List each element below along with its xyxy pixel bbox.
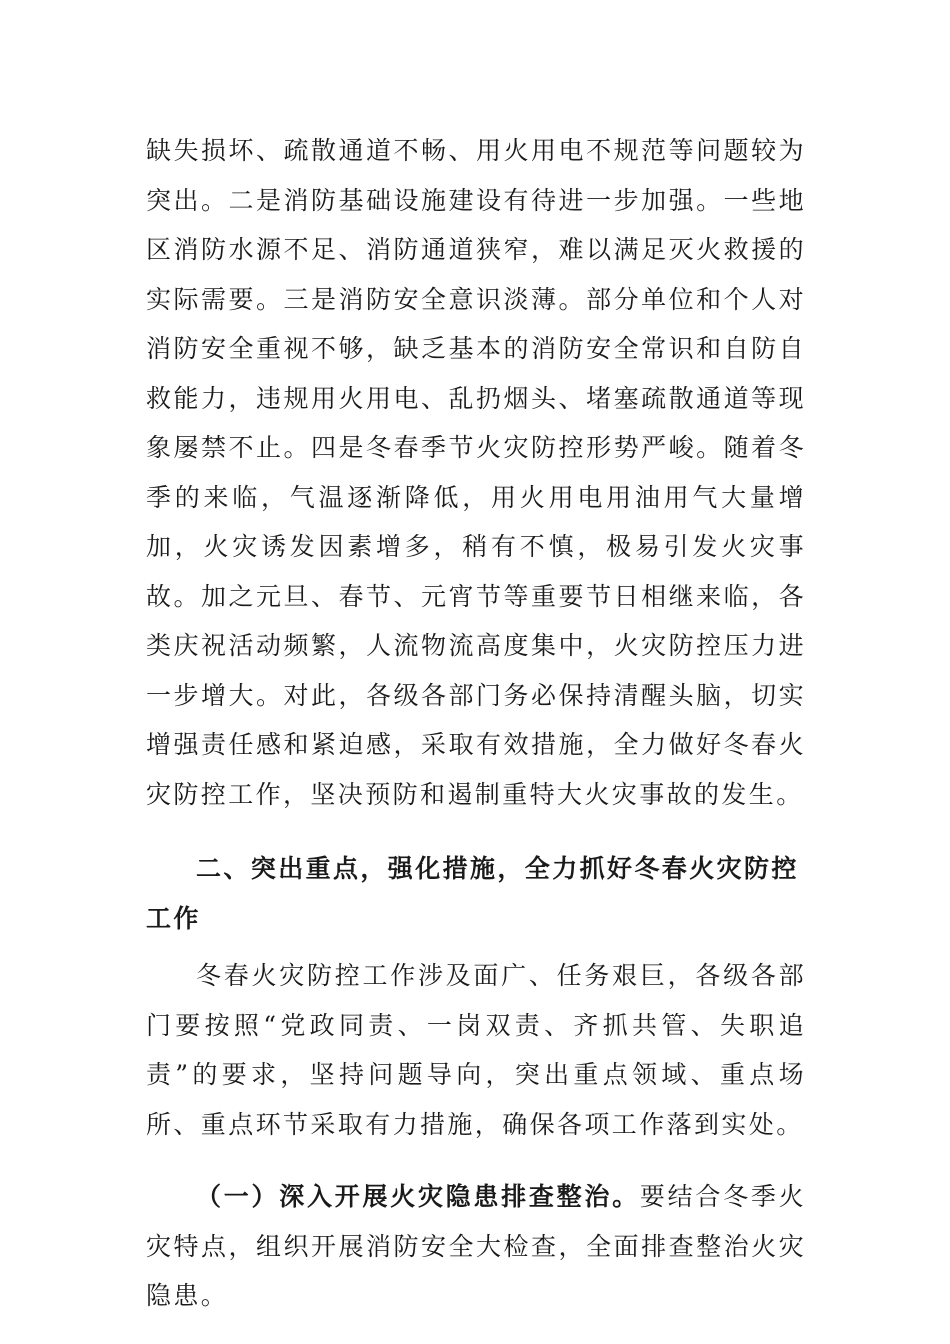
subsection-body-text: 要结合冬季火灾特点，组织开展消防安全大检查，全面排查整治火灾隐患。 [146, 1182, 807, 1310]
body-paragraph-section-intro: 冬春火灾防控工作涉及面广、任务艰巨，各级各部门要按照“党政同责、一岗双责、齐抓共管、失职追责”的要求，坚持问题导向，突出重点领域、重点场所、重点环节采取有力措施，确保各项工作落到实处。 [146, 961, 806, 1139]
subsection-lead-title: （一）深入开展火灾隐患排查整治。 [196, 1182, 640, 1211]
subsection-paragraph [146, 1172, 806, 1321]
body-paragraph-continued: 缺失损坏、疏散通道不畅、用火用电不规范等问题较为突出。二是消防基础设施建设有待进一步加强。一些地区消防水源不足、消防通道狭窄，难以满足灭火救援的实际需要。三是消防安全意识淡薄。部分单位和个人对消防安全重视不够，缺乏基本的消防安全常识和自防自救能力，违规用火用电、乱扔烟头、堵塞疏散通道等现象屡禁不止。四是冬春季节火灾防控形势严峻。随着冬季的来临，气温逐渐降低，用火用电用油用气大量增加，火灾诱发因素增多，稍有不慎，极易引发火灾事故。加之元旦、春节、元宵节等重要节日相继来临，各类庆祝活动频繁，人流物流高度集中，火灾防控压力进一步增大。对此，各级各部门务必保持清醒头脑，切实增强责任感和紧迫感，采取有效措施，全力做好冬春火灾防控工作，坚决预防和遏制重特大火灾事故的发生。 [146, 136, 806, 809]
section-heading: 二、突出重点，强化措施，全力抓好冬春火灾防控工作 [146, 854, 799, 933]
document-body [146, 126, 806, 1321]
